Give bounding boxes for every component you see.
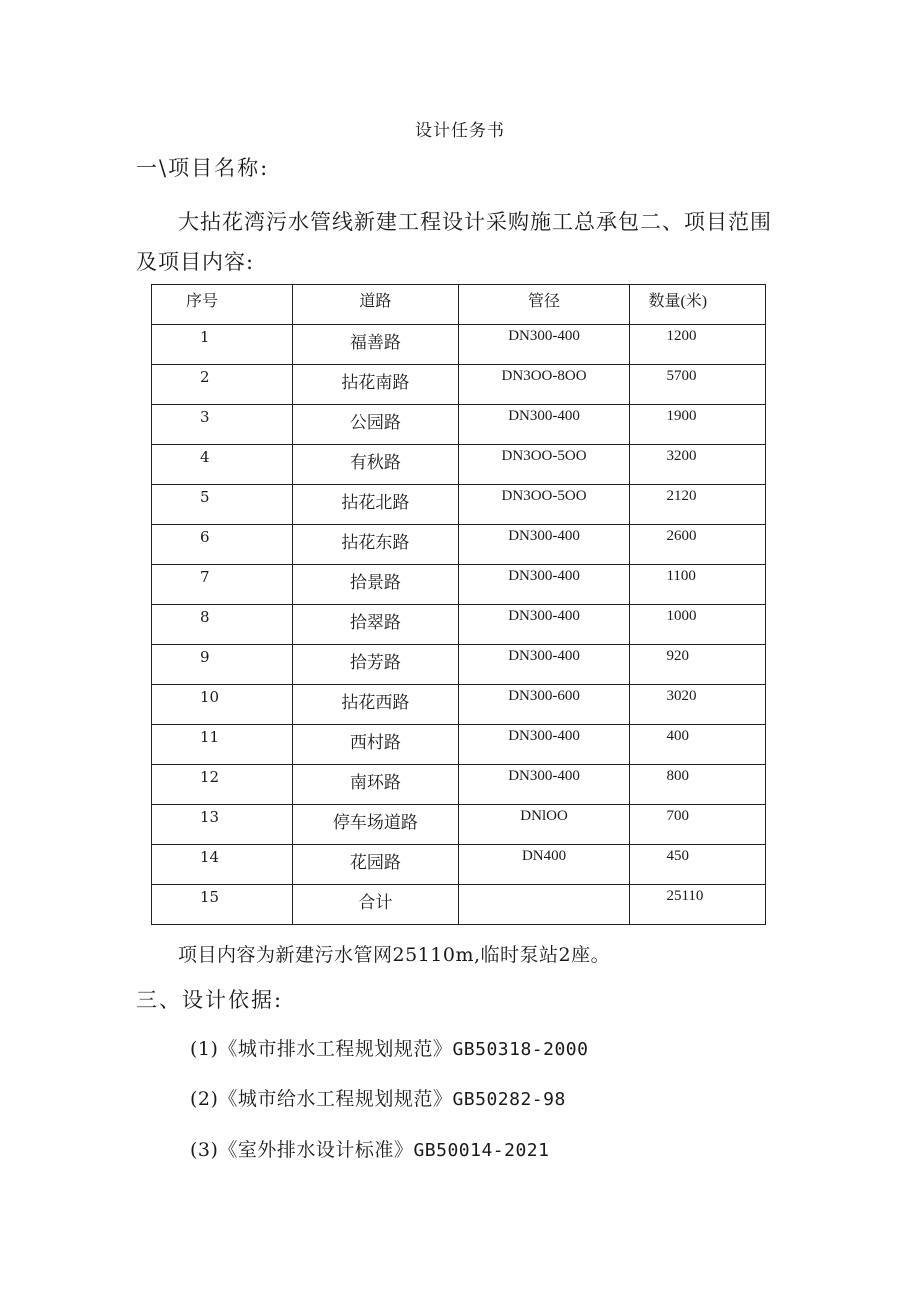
cell-diameter (458, 885, 630, 925)
header-road: 道路 (293, 285, 459, 325)
cell-quantity: 3020 (630, 685, 766, 725)
cell-serial: 14 (152, 845, 293, 885)
cell-serial: 8 (152, 605, 293, 645)
cell-road: 拾芳路 (293, 645, 459, 685)
pipe-quantity-table (151, 284, 766, 925)
cell-diameter: DN3OO-5OO (458, 485, 630, 525)
cell-serial: 1 (152, 325, 293, 365)
basis-title: 《城市给水工程规划规范》 (218, 1088, 453, 1110)
table-row (152, 405, 766, 445)
header-diameter: 管径 (458, 285, 630, 325)
cell-diameter: DN300-400 (458, 765, 630, 805)
cell-road: 公园路 (293, 405, 459, 445)
cell-serial: 5 (152, 485, 293, 525)
cell-road: 福善路 (293, 325, 459, 365)
cell-serial: 6 (152, 525, 293, 565)
cell-serial: 10 (152, 685, 293, 725)
cell-diameter: DN300-400 (458, 325, 630, 365)
cell-quantity: 1200 (630, 325, 766, 365)
cell-quantity: 800 (630, 765, 766, 805)
cell-diameter: DN300-600 (458, 685, 630, 725)
cell-road: 拈花东路 (293, 525, 459, 565)
table-row (152, 365, 766, 405)
table-row (152, 645, 766, 685)
cell-serial: 4 (152, 445, 293, 485)
cell-diameter: DN300-400 (458, 565, 630, 605)
cell-road: 拾景路 (293, 565, 459, 605)
cell-serial: 7 (152, 565, 293, 605)
cell-road: 南环路 (293, 765, 459, 805)
cell-diameter: DN300-400 (458, 645, 630, 685)
design-basis-item (190, 1135, 549, 1162)
basis-code: GB50318-2000 (452, 1039, 589, 1060)
cell-quantity: 400 (630, 725, 766, 765)
cell-serial: 9 (152, 645, 293, 685)
cell-serial: 3 (152, 405, 293, 445)
cell-quantity: 2120 (630, 485, 766, 525)
table-row (152, 805, 766, 845)
project-name-paragraph: 大拈花湾污水管线新建工程设计采购施工总承包二、项目范围及项目内容: (136, 210, 772, 274)
table-row (152, 845, 766, 885)
basis-title: 《室外排水设计标准》 (218, 1139, 414, 1161)
cell-quantity: 1900 (630, 405, 766, 445)
cell-serial: 13 (152, 805, 293, 845)
cell-quantity: 5700 (630, 365, 766, 405)
cell-diameter: DN400 (458, 845, 630, 885)
header-quantity: 数量(米) (630, 285, 766, 325)
basis-code: GB50282-98 (452, 1089, 566, 1110)
cell-road: 西村路 (293, 725, 459, 765)
cell-road: 拈花北路 (293, 485, 459, 525)
cell-diameter: DN3OO-5OO (458, 445, 630, 485)
table-total-row (152, 885, 766, 925)
table-row (152, 605, 766, 645)
cell-quantity: 1100 (630, 565, 766, 605)
cell-quantity: 920 (630, 645, 766, 685)
cell-quantity: 1000 (630, 605, 766, 645)
table-row (152, 525, 766, 565)
table-row (152, 445, 766, 485)
cell-serial: 11 (152, 725, 293, 765)
cell-serial: 2 (152, 365, 293, 405)
table-header-row (152, 285, 766, 325)
cell-road: 拾翠路 (293, 605, 459, 645)
cell-road: 花园路 (293, 845, 459, 885)
design-basis-item (190, 1034, 588, 1061)
cell-road: 合计 (293, 885, 459, 925)
table-row (152, 685, 766, 725)
cell-diameter: DN300-400 (458, 725, 630, 765)
table-row (152, 765, 766, 805)
design-basis-item (190, 1084, 566, 1111)
cell-diameter: DN300-400 (458, 405, 630, 445)
cell-road: 停车场道路 (293, 805, 459, 845)
cell-quantity: 450 (630, 845, 766, 885)
header-serial: 序号 (152, 285, 293, 325)
cell-diameter: DN300-400 (458, 525, 630, 565)
cell-diameter: DN300-400 (458, 605, 630, 645)
basis-index: (3) (190, 1139, 219, 1161)
cell-diameter: DNlOO (458, 805, 630, 845)
basis-index: (2) (190, 1088, 219, 1110)
project-content-summary: 项目内容为新建污水管网25110m,临时泵站2座。 (178, 944, 611, 966)
table-row (152, 725, 766, 765)
cell-road: 拈花西路 (293, 685, 459, 725)
cell-serial: 15 (152, 885, 293, 925)
basis-code: GB50014-2021 (413, 1140, 550, 1161)
basis-index: (1) (190, 1038, 219, 1060)
cell-quantity: 25110 (630, 885, 766, 925)
section-1-heading: 一\项目名称: (136, 156, 270, 180)
table-row (152, 565, 766, 605)
document-title: 设计任务书 (415, 121, 505, 141)
table-row (152, 325, 766, 365)
table-row (152, 485, 766, 525)
cell-serial: 12 (152, 765, 293, 805)
cell-road: 拈花南路 (293, 365, 459, 405)
cell-quantity: 2600 (630, 525, 766, 565)
basis-title: 《城市排水工程规划规范》 (218, 1038, 453, 1060)
cell-quantity: 700 (630, 805, 766, 845)
cell-quantity: 3200 (630, 445, 766, 485)
cell-diameter: DN3OO-8OO (458, 365, 630, 405)
section-3-heading: 三、设计依据: (136, 988, 284, 1012)
cell-road: 有秋路 (293, 445, 459, 485)
